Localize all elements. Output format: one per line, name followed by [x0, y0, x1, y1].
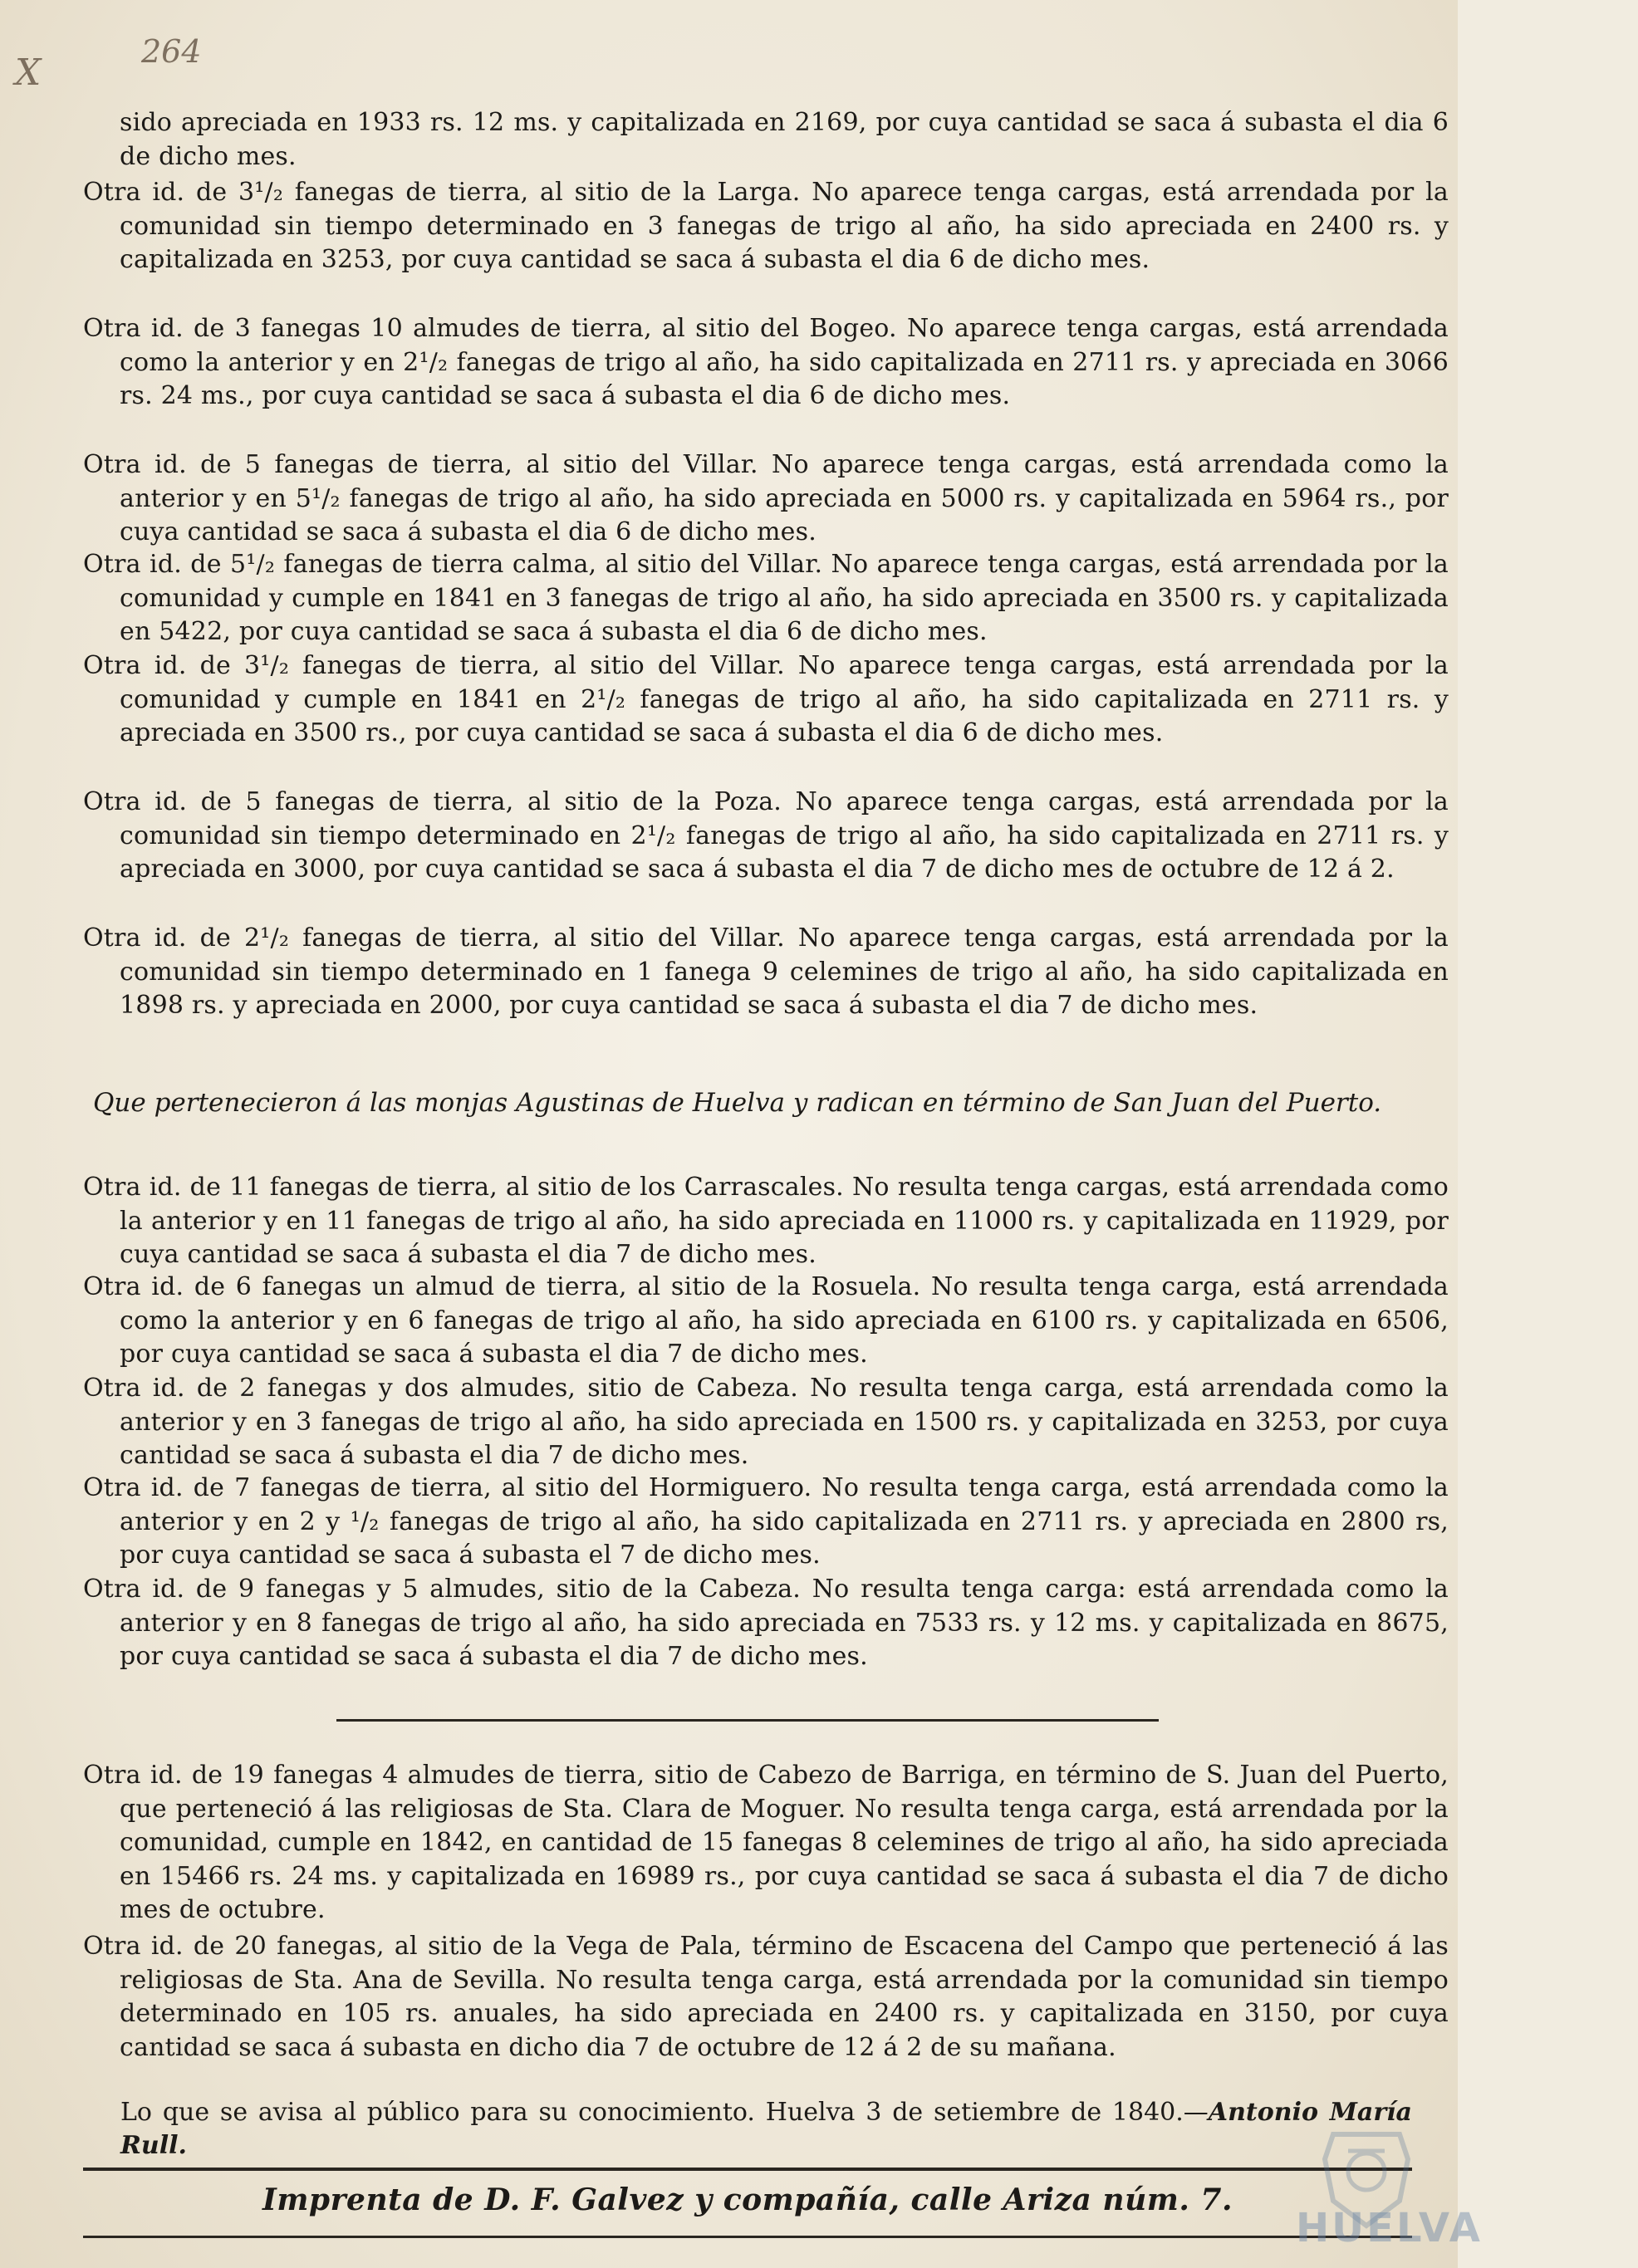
margin-note-x: X: [15, 51, 42, 94]
footer-rule-top: [83, 2168, 1412, 2171]
entry-paragraph: Otra id. de 7 fanegas de tierra, al sitio del Hormiguero. No resulta tenga carga, está arrendada como la anterior y en 2 y ¹/₂ fanegas de trigo al año, ha sido capitalizada en 2711 rs. y apreciada en 2800 rs, por cuya cantidad se saca á subasta el 7 de dicho mes.: [83, 1473, 1449, 1570]
entry-paragraph: Otra id. de 2¹/₂ fanegas de tierra, al sitio del Villar. No aparece tenga cargas, está arrendada por la comunidad sin tiempo determinado en 1 fanega 9 celemines de trigo al año, ha sido capitalizada en 1898 rs. y apreciada en 2000, por cuya cantidad se saca á subasta el dia 7 de dicho mes.: [83, 923, 1449, 1021]
section-heading: Que pertenecieron á las monjas Agustinas de Huelva y radican en término de San Juan del Puerto.: [93, 1088, 1382, 1118]
margin-note-folio: 264: [141, 33, 202, 70]
entry-paragraph: Otra id. de 3¹/₂ fanegas de tierra, al sitio de la Larga. No aparece tenga cargas, está arrendada por la comunidad sin tiempo determinado en 3 fanegas de trigo al año, ha sido apreciada en 2400 rs. y capitalizada en 3253, por cuya cantidad se saca á subasta el dia 6 de dicho mes.: [83, 178, 1449, 275]
entry-paragraph: Otra id. de 20 fanegas, al sitio de la Vega de Pala, término de Escacena del Campo que perteneció á las religiosas de Sta. Ana de Sevilla. No resulta tenga carga, está arrendada por la comunidad sin tiempo determinado en 105 rs. anuales, ha sido apreciada en 2400 rs. y capitalizada en 3150, por cuya cantidad se saca á subasta en dicho dia 7 de octubre de 12 á 2 de su mañana.: [83, 1932, 1449, 2062]
archive-watermark: HUELVA: [1296, 2205, 1483, 2251]
entry-paragraph: Otra id. de 3 fanegas 10 almudes de tierra, al sitio del Bogeo. No aparece tenga cargas, está arrendada como la anterior y en 2¹/₂ fanegas de trigo al año, ha sido capitalizada en 2711 rs. y apreciada en 3066 rs. 24 ms., por cuya cantidad se saca á subasta el dia 6 de dicho mes.: [83, 314, 1449, 411]
separator-rule-right: [768, 1719, 1159, 1722]
footer-rule-bottom: [83, 2236, 1412, 2238]
entry-paragraph: sido apreciada en 1933 rs. 12 ms. y capitalizada en 2169, por cuya cantidad se saca á subasta el dia 6 de dicho mes.: [120, 108, 1449, 171]
notice-text: Lo que se avisa al público para su conocimiento. Huelva 3 de setiembre de 1840.—: [120, 2098, 1209, 2127]
separator-rule-left: [336, 1719, 768, 1722]
entry-paragraph: Otra id. de 5 fanegas de tierra, al sitio del Villar. No aparece tenga cargas, está arrendada como la anterior y en 5¹/₂ fanegas de trigo al año, ha sido apreciada en 5000 rs. y capitalizada en 5964 rs., por cuya cantidad se saca á subasta el dia 6 de dicho mes.: [83, 450, 1449, 547]
entry-paragraph: Otra id. de 5 fanegas de tierra, al sitio de la Poza. No aparece tenga cargas, está arrendada por la comunidad sin tiempo determinado en 2¹/₂ fanegas de trigo al año, ha sido capitalizada en 2711 rs. y apreciada en 3000, por cuya cantidad se saca á subasta el dia 7 de dicho mes de octubre de 12 á 2.: [83, 787, 1449, 884]
notice-signature: Antonio María Rull.: [120, 2098, 1412, 2160]
printer-imprint: Imprenta de D. F. Galvez y compañía, calle Ariza núm. 7.: [262, 2182, 1233, 2217]
entry-paragraph: Otra id. de 2 fanegas y dos almudes, sitio de Cabeza. No resulta tenga carga, está arrendada como la anterior y en 3 fanegas de trigo al año, ha sido apreciada en 1500 rs. y capitalizada en 3253, por cuya cantidad se saca á subasta el dia 7 de dicho mes.: [83, 1374, 1449, 1471]
entry-paragraph: Otra id. de 5¹/₂ fanegas de tierra calma, al sitio del Villar. No aparece tenga cargas, está arrendada por la comunidad y cumple en 1841 en 3 fanegas de trigo al año, ha sido apreciada en 3500 rs. y capitalizada en 5422, por cuya cantidad se saca á subasta el dia 6 de dicho mes.: [83, 550, 1449, 647]
entry-paragraph: Otra id. de 11 fanegas de tierra, al sitio de los Carrascales. No resulta tenga cargas, está arrendada como la anterior y en 11 fanegas de trigo al año, ha sido apreciada en 11000 rs. y capitalizada en 11929, por cuya cantidad se saca á subasta el dia 7 de dicho mes.: [83, 1173, 1449, 1270]
entry-paragraph: Otra id. de 19 fanegas 4 almudes de tierra, sitio de Cabezo de Barriga, en término de S. Juan del Puerto, que perteneció á las religiosas de Sta. Clara de Moguer. No resulta tenga carga, está arrendada por la comunidad, cumple en 1842, en cantidad de 15 fanegas 8 celemines de trigo al año, ha sido apreciada en 15466 rs. 24 ms. y capitalizada en 16989 rs., por cuya cantidad se saca á subasta el dia 7 de dicho mes de octubre.: [83, 1761, 1449, 1925]
entry-paragraph: Otra id. de 3¹/₂ fanegas de tierra, al sitio del Villar. No aparece tenga cargas, está arrendada por la comunidad y cumple en 1841 en 2¹/₂ fanegas de trigo al año, ha sido capitalizada en 2711 rs. y apreciada en 3500 rs., por cuya cantidad se saca á subasta el dia 6 de dicho mes.: [83, 651, 1449, 748]
entry-paragraph: Otra id. de 9 fanegas y 5 almudes, sitio de la Cabeza. No resulta tenga carga: está arrendada como la anterior y en 8 fanegas de trigo al año, ha sido apreciada en 7533 rs. y 12 ms. y capitalizada en 8675, por cuya cantidad se saca á subasta el dia 7 de dicho mes.: [83, 1575, 1449, 1672]
public-notice: [120, 2096, 1412, 2163]
entry-paragraph: Otra id. de 6 fanegas un almud de tierra, al sitio de la Rosuela. No resulta tenga carga, está arrendada como la anterior y en 6 fanegas de trigo al año, ha sido apreciada en 6100 rs. y capitalizada en 6506, por cuya cantidad se saca á subasta el dia 7 de dicho mes.: [83, 1272, 1449, 1369]
